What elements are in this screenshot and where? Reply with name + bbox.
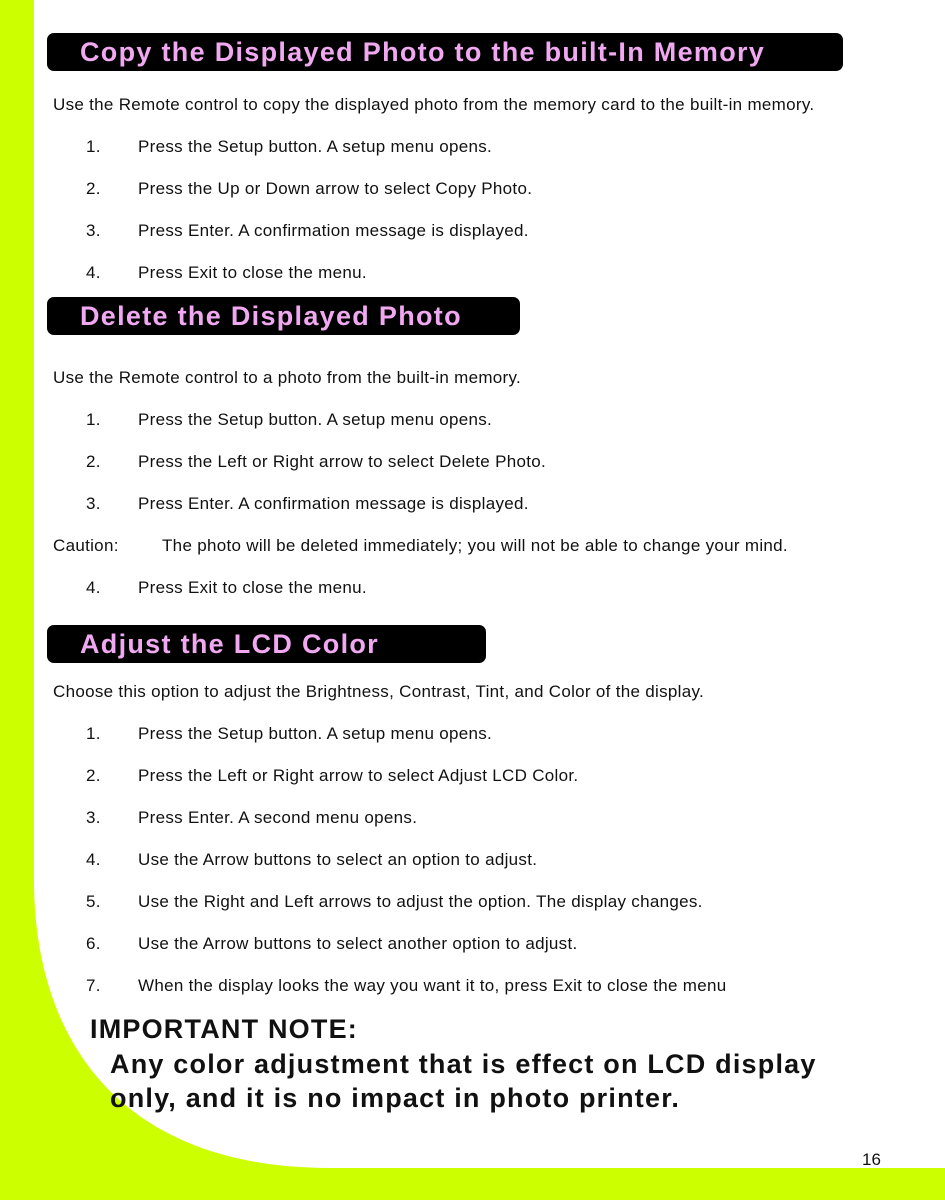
step-number: 4.	[86, 850, 101, 869]
step-text: Press Enter. A second menu opens.	[138, 808, 418, 827]
step-number: 3.	[86, 494, 101, 513]
step-number: 3.	[86, 221, 101, 240]
delete-photo-step	[86, 410, 492, 430]
section-heading-delete-photo: Delete the Displayed Photo	[47, 297, 520, 335]
adjust-lcd-step	[86, 850, 537, 870]
delete-photo-intro: Use the Remote control to a photo from the built-in memory.	[53, 368, 522, 387]
section-heading-adjust-lcd: Adjust the LCD Color	[47, 625, 486, 663]
step-text: Press the Left or Right arrow to select Delete Photo.	[138, 452, 547, 471]
step-text: Press the Left or Right arrow to select Adjust LCD Color.	[138, 766, 579, 785]
step-text: Use the Arrow buttons to select another option to adjust.	[138, 934, 578, 953]
caution-label: Caution:	[53, 536, 119, 555]
step-number: 4.	[86, 263, 101, 282]
adjust-lcd-step	[86, 766, 578, 786]
delete-photo-step	[86, 494, 529, 514]
adjust-lcd-step	[86, 808, 417, 828]
step-text: Press the Setup button. A setup menu opens.	[138, 724, 493, 743]
step-number: 6.	[86, 934, 101, 953]
step-text: Press Enter. A confirmation message is displayed.	[138, 221, 529, 240]
step-number: 2.	[86, 179, 101, 198]
step-text: Use the Right and Left arrows to adjust the option. The display changes.	[138, 892, 703, 911]
step-text: Press Exit to close the menu.	[138, 263, 367, 282]
delete-photo-step	[86, 452, 546, 472]
step-number: 1.	[86, 410, 101, 429]
step-text: Press the Setup button. A setup menu opens.	[138, 137, 493, 156]
step-text: Press the Up or Down arrow to select Copy Photo.	[138, 179, 533, 198]
adjust-lcd-step	[86, 976, 727, 996]
step-number: 1.	[86, 137, 101, 156]
important-note-line: Any color adjustment that is effect on LCD display	[110, 1049, 817, 1079]
important-note-title: IMPORTANT NOTE:	[90, 1014, 358, 1044]
section-heading-copy-photo: Copy the Displayed Photo to the built-In Memory	[47, 33, 843, 71]
adjust-lcd-step	[86, 892, 703, 912]
page-number: 16	[862, 1150, 881, 1169]
copy-photo-step	[86, 137, 492, 157]
caution-text: The photo will be deleted immediately; you will not be able to change your mind.	[162, 536, 788, 555]
step-text: Press Exit to close the menu.	[138, 578, 367, 597]
adjust-lcd-intro: Choose this option to adjust the Brightness, Contrast, Tint, and Color of the display.	[53, 682, 705, 701]
step-number: 2.	[86, 452, 101, 471]
step-number: 7.	[86, 976, 101, 995]
copy-photo-step	[86, 221, 529, 241]
step-text: Press Enter. A confirmation message is displayed.	[138, 494, 529, 513]
step-number: 5.	[86, 892, 101, 911]
step-number: 4.	[86, 578, 101, 597]
important-note-line: only, and it is no impact in photo printer.	[110, 1083, 681, 1113]
step-number: 1.	[86, 724, 101, 743]
step-text: Press the Setup button. A setup menu opens.	[138, 410, 493, 429]
adjust-lcd-step	[86, 724, 492, 744]
step-text: When the display looks the way you want it to, press Exit to close the menu	[138, 976, 727, 995]
caution-note	[53, 536, 788, 556]
delete-photo-step	[86, 578, 367, 598]
adjust-lcd-step	[86, 934, 578, 954]
step-text: Use the Arrow buttons to select an option to adjust.	[138, 850, 538, 869]
step-number: 2.	[86, 766, 101, 785]
step-number: 3.	[86, 808, 101, 827]
copy-photo-step	[86, 263, 367, 283]
copy-photo-step	[86, 179, 532, 199]
copy-photo-intro: Use the Remote control to copy the displayed photo from the memory card to the built-in memory.	[53, 95, 815, 114]
